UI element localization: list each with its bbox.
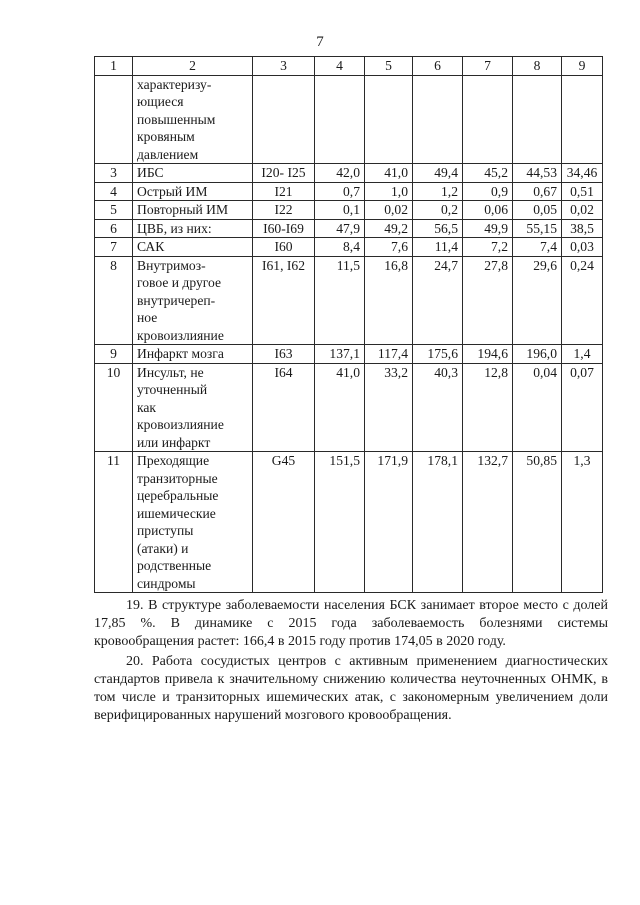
icd-code-cell: I22: [253, 201, 315, 220]
value-cell: 49,9: [463, 219, 513, 238]
page-number: 7: [316, 34, 324, 50]
row-name-line: Преходящие: [137, 453, 210, 468]
value-cell: 41,0: [365, 164, 413, 183]
value-cell: 11,5: [315, 256, 365, 345]
row-number-cell: 11: [95, 452, 133, 593]
row-name-line: Внутримоз-: [137, 257, 206, 273]
value-cell: [315, 75, 365, 164]
column-header: 6: [413, 57, 463, 76]
icd-code-cell: I20- I25: [253, 164, 315, 183]
value-cell: 34,46: [562, 164, 603, 183]
value-cell: 178,1: [413, 452, 463, 593]
column-header: 2: [133, 57, 253, 76]
value-cell: 55,15: [513, 219, 562, 238]
row-number-cell: 5: [95, 201, 133, 220]
value-cell: 0,05: [513, 201, 562, 220]
row-name-line: давлением: [137, 146, 199, 162]
value-cell: 194,6: [463, 345, 513, 364]
value-cell: 1,0: [365, 182, 413, 201]
row-name-line: кровяным: [137, 129, 195, 144]
row-name-line: ное: [137, 310, 158, 325]
row-name-line: САК: [137, 239, 165, 254]
value-cell: [463, 75, 513, 164]
column-header: 4: [315, 57, 365, 76]
row-number-cell: 7: [95, 238, 133, 257]
icd-code-cell: I63: [253, 345, 315, 364]
row-name-line: Инсульт, не: [137, 364, 204, 380]
row-name-line: церебральные: [137, 488, 219, 503]
row-name-line: повышенным: [137, 111, 216, 127]
row-number-cell: 9: [95, 345, 133, 364]
row-name-cell: [133, 363, 253, 452]
value-cell: 45,2: [463, 164, 513, 183]
column-header: 3: [253, 57, 315, 76]
row-name-cell: [133, 164, 253, 183]
row-name-line: внутричереп-: [137, 292, 216, 308]
table-header-row: [95, 57, 603, 76]
row-name-line: ИБС: [137, 165, 164, 180]
value-cell: 1,4: [562, 345, 603, 364]
row-name-line: Повторный ИМ: [137, 202, 229, 217]
value-cell: 49,4: [413, 164, 463, 183]
value-cell: 41,0: [315, 363, 365, 452]
table-row: [95, 219, 603, 238]
row-number-cell: 6: [95, 219, 133, 238]
table-row: [95, 201, 603, 220]
table-row: [95, 452, 603, 593]
row-name-line: ЦВБ, из них:: [137, 220, 212, 236]
value-cell: [413, 75, 463, 164]
row-name-cell: [133, 452, 253, 593]
row-name-line: Инфаркт мозга: [137, 346, 224, 361]
table-row: [95, 363, 603, 452]
value-cell: 0,9: [463, 182, 513, 201]
row-number-cell: 8: [95, 256, 133, 345]
value-cell: 132,7: [463, 452, 513, 593]
value-cell: 7,2: [463, 238, 513, 257]
row-name-line: кровоизлияние: [137, 417, 224, 432]
column-header: 9: [562, 57, 603, 76]
value-cell: 0,07: [562, 363, 603, 452]
row-name-cell: [133, 182, 253, 201]
value-cell: 44,53: [513, 164, 562, 183]
value-cell: [365, 75, 413, 164]
icd-code-cell: I61, I62: [253, 256, 315, 345]
row-name-line: приступы: [137, 523, 194, 538]
table-row: [95, 238, 603, 257]
value-cell: [562, 75, 603, 164]
icd-code-cell: I21: [253, 182, 315, 201]
row-name-line: транзиторные: [137, 470, 218, 486]
table-row: [95, 345, 603, 364]
row-name-line: кровоизлияние: [137, 327, 224, 343]
row-name-line: уточненный: [137, 382, 208, 397]
value-cell: 12,8: [463, 363, 513, 452]
row-name-cell: [133, 75, 253, 164]
row-name-cell: [133, 238, 253, 257]
row-number-cell: [95, 75, 133, 164]
value-cell: 151,5: [315, 452, 365, 593]
row-number-cell: 3: [95, 164, 133, 183]
row-name-line: характеризу-: [137, 76, 212, 92]
value-cell: 196,0: [513, 345, 562, 364]
column-header: 1: [95, 57, 133, 76]
row-name-line: Острый ИМ: [137, 183, 208, 199]
paragraph-19: 19. В структуре заболеваемости населения БСК занимает второе место с долей 17,85 %. В динамике с 2015 года заболеваемость болезнями системы кровообращения растет: 166,4 в 2015 году против 174,05 в 2020 году.: [94, 598, 608, 649]
paragraph-20: 20. Работа сосудистых центров с активным применением диагностических стандартов привела к значительному снижению количества неуточненных ОНМК, в том числе и транзиторных ишемических атак, с закономерным увеличением доли верифицированных нарушений мозгового кровообращения.: [94, 654, 608, 723]
value-cell: 29,6: [513, 256, 562, 345]
value-cell: 0,24: [562, 256, 603, 345]
value-cell: 0,2: [413, 201, 463, 220]
value-cell: 0,06: [463, 201, 513, 220]
value-cell: 0,02: [562, 201, 603, 220]
value-cell: 33,2: [365, 363, 413, 452]
table-row: [95, 164, 603, 183]
value-cell: 50,85: [513, 452, 562, 593]
row-name-line: родственные: [137, 558, 212, 573]
value-cell: 1,2: [413, 182, 463, 201]
value-cell: 117,4: [365, 345, 413, 364]
value-cell: 11,4: [413, 238, 463, 257]
row-number-cell: 10: [95, 363, 133, 452]
row-name-line: (атаки) и: [137, 540, 189, 556]
row-name-line: говое и другое: [137, 275, 221, 290]
value-cell: 47,9: [315, 219, 365, 238]
value-cell: 7,6: [365, 238, 413, 257]
row-name-cell: [133, 201, 253, 220]
row-name-line: синдромы: [137, 575, 196, 591]
column-header: 8: [513, 57, 562, 76]
row-name-line: или инфаркт: [137, 434, 211, 450]
value-cell: 27,8: [463, 256, 513, 345]
value-cell: 0,67: [513, 182, 562, 201]
value-cell: 0,02: [365, 201, 413, 220]
value-cell: 7,4: [513, 238, 562, 257]
icd-code-cell: I60-I69: [253, 219, 315, 238]
value-cell: 8,4: [315, 238, 365, 257]
value-cell: 0,03: [562, 238, 603, 257]
value-cell: 40,3: [413, 363, 463, 452]
icd-code-cell: G45: [253, 452, 315, 593]
value-cell: 49,2: [365, 219, 413, 238]
value-cell: 1,3: [562, 452, 603, 593]
row-name-cell: [133, 256, 253, 345]
value-cell: [253, 75, 315, 164]
value-cell: 175,6: [413, 345, 463, 364]
row-name-line: как: [137, 399, 157, 415]
value-cell: 56,5: [413, 219, 463, 238]
row-name-cell: [133, 345, 253, 364]
column-header: 7: [463, 57, 513, 76]
value-cell: 42,0: [315, 164, 365, 183]
row-name-line: ющиеся: [137, 94, 184, 109]
value-cell: 171,9: [365, 452, 413, 593]
value-cell: 24,7: [413, 256, 463, 345]
row-number-cell: 4: [95, 182, 133, 201]
column-header: 5: [365, 57, 413, 76]
table-row: [95, 75, 603, 164]
row-name-cell: [133, 219, 253, 238]
table-row: [95, 182, 603, 201]
data-table: [94, 56, 603, 593]
value-cell: 38,5: [562, 219, 603, 238]
icd-code-cell: I64: [253, 363, 315, 452]
value-cell: 0,04: [513, 363, 562, 452]
value-cell: 0,51: [562, 182, 603, 201]
value-cell: [513, 75, 562, 164]
table-row: [95, 256, 603, 345]
row-name-line: ишемические: [137, 505, 216, 521]
value-cell: 16,8: [365, 256, 413, 345]
icd-code-cell: I60: [253, 238, 315, 257]
value-cell: 0,1: [315, 201, 365, 220]
value-cell: 0,7: [315, 182, 365, 201]
value-cell: 137,1: [315, 345, 365, 364]
